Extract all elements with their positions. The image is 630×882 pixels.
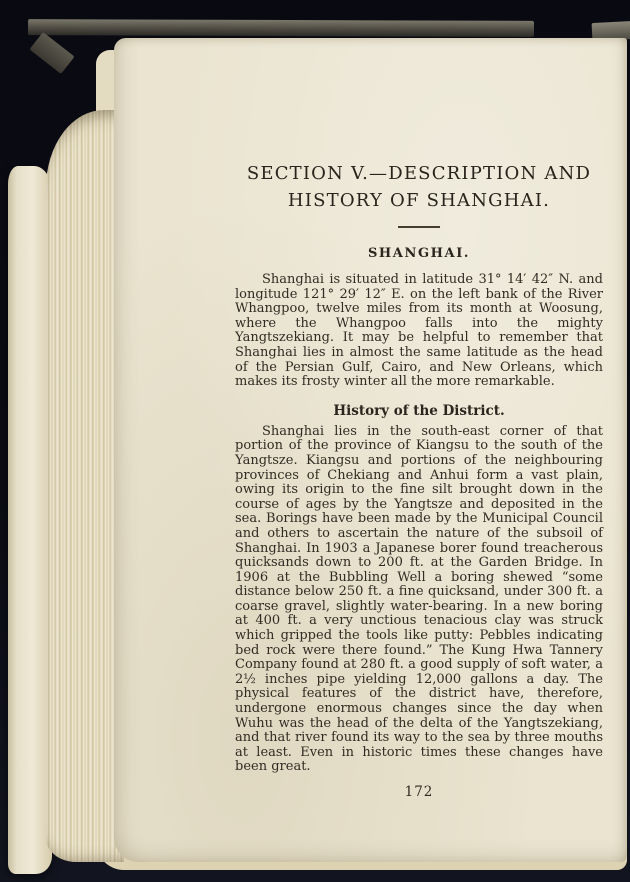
paragraph-history-of-district: Shanghai lies in the south-east corner of that portion of the province of Kiangsu to the south of the Yangtsze. Kiangsu and portions of the neighbouring provinces of Chekiang and Anhui form a vast plain, owing its origin to the fine silt brought down in the course of ages by the Yangtsze and deposited in the sea. Borings have been made by the Municipal Council and others to ascertain the nature of the subsoil of Shanghai. In 1903 a Japanese borer found treacherous quicksands down to 200 ft. at the Garden Bridge. In 1906 at the Bubbling Well a boring shewed “some distance below 250 ft. a fine quicksand, under 300 ft. a coarse gravel, slightly water-bearing. In a new boring at 400 ft. a very unctious tenacious clay was struck which gripped the tools like putty: Pebbles indicating bed rock were there found.” The Kung Hwa Tannery Company found at 280 ft. a good supply of soft water, a 2½ inches pipe yielding 12,000 gallons a day. The physical features of the district have, therefore, undergone enormous changes since the day when Wuhu was the head of the delta of the Yangtszekiang, and that river found its way to the sea by three mouths at least. Even in historic times these changes have been great. [235,423,603,775]
section-title-line2: HISTORY OF SHANGHAI. [287,190,551,211]
title-divider-rule [398,226,440,228]
page-number: 172 [404,784,434,800]
section-title-line1: SECTION V.—DESCRIPTION AND [246,163,592,184]
section-title [235,160,603,214]
page-text-block [235,154,603,800]
book-page [114,38,627,862]
book-binding-top-edge [28,19,534,37]
subheading-history-of-district: History of the District. [333,402,505,419]
page-stack-edges [46,110,124,862]
paragraph-shanghai-location: Shanghai is situated in latitude 31° 14′ 42″ N. and longitude 121° 29′ 12″ E. on the left bank of the River Whangpoo, twelve miles from its month at Woosung, where the Whangpoo falls into the mighty Yangtszekiang. It may be helpful to remember that Shanghai lies in almost the same latitude as the head of the Persian Gulf, Cairo, and New Orleans, which makes its frosty winter all the more remarkable. [235,272,603,390]
book-cover-corner [29,32,74,74]
chapter-heading: SHANGHAI. [367,246,471,261]
